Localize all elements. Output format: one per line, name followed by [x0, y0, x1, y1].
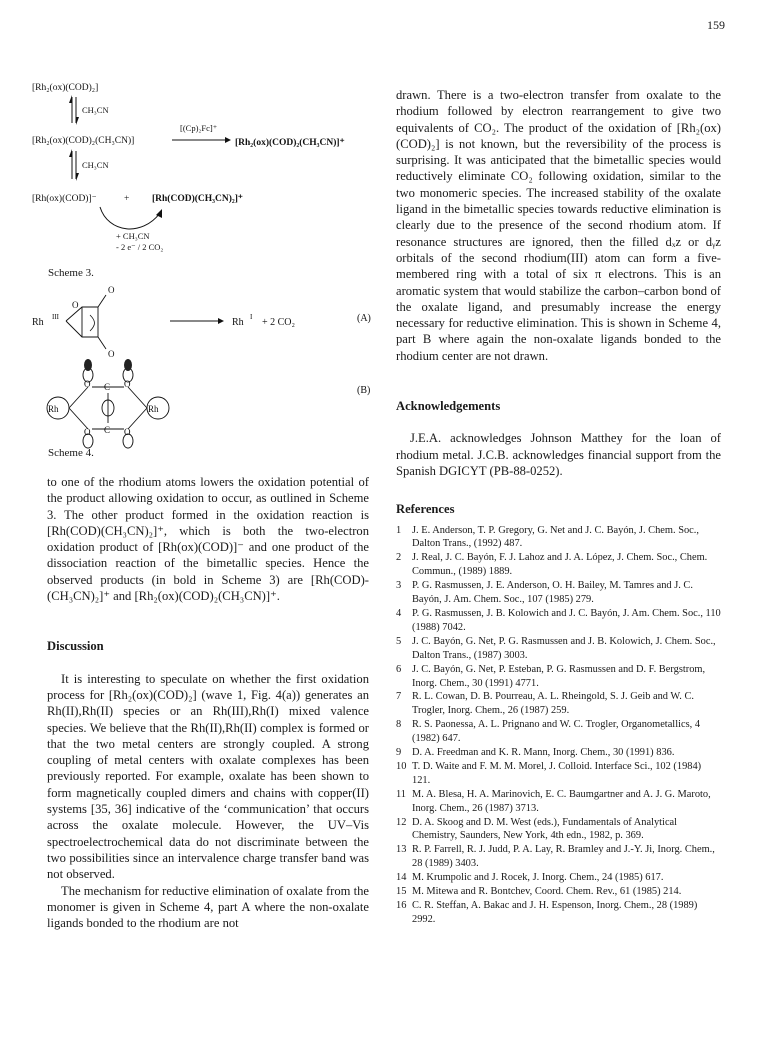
- right-paragraph-1: drawn. There is a two-electron transfer from oxalate to the rhodium followed by electron rearrangement to give two equivalents of CO₂. The product of the oxidation of [Rh₂(ox)(COD)₂] is not known, but the reversibility of the process is surprising. It was anticipated that the bimetallic species would reductively eliminate CO₂ following oxidation, similar to the two monomeric species. The increased stability of the oxalate ligand in the bimetallic species towards reductive elimination is clearly due to the presence of the second rhodium atom. If resonance structures are ignored, then the filled dₓz or dᵧz orbitals of the second rhodium(III) atom can form a five-membered ring with a total of six π electrons. This is an aromatic system that would stabilize the carbon–carbon bond of the oxalate ligand, and presumably increase the energy necessary for reductive elimination. This is shown in Scheme 4, part B where again the non-oxalate ligands bonded to the rhodium center are not drawn.: [396, 88, 721, 363]
- reference-number: 2: [396, 552, 402, 564]
- reference-text: P. G. Rasmussen, J. E. Anderson, O. H. Bailey, M. Tamres and J. C. Bayón, J. Am. Chem. Soc., 107 (1985) 279.: [412, 580, 693, 606]
- scheme4-caption: Scheme 4.: [48, 447, 94, 459]
- scheme4b-o-2: O: [124, 379, 131, 389]
- reference-text: J. E. Anderson, T. P. Gregory, G. Net and J. C. Bayón, J. Chem. Soc., Dalton Trans., (1992) 487.: [412, 524, 699, 550]
- reference-number: 6: [396, 663, 402, 675]
- scheme3-arrow-label-1: CH₃CN: [82, 105, 109, 115]
- scheme3-species-4a: [Rh(ox)(COD)]⁻: [32, 194, 97, 204]
- acknowledgements-text: J.E.A. acknowledges Johnson Matthey for the loan of rhodium metal. J.C.B. acknowledges financial support from the Spanish DGICYT (PB-88-0252).: [396, 431, 721, 478]
- reference-number: 1: [396, 524, 402, 536]
- reference-text: P. G. Rasmussen, J. B. Kolowich and J. C. Bayón, J. Am. Chem. Soc., 110 (1988) 7042.: [412, 607, 721, 633]
- scheme4b-c-bottom: C: [104, 425, 111, 435]
- acknowledgements-heading: Acknowledgements: [396, 399, 501, 414]
- reference-text: R. L. Cowan, D. B. Pourreau, A. L. Rheingold, S. J. Geib and W. C. Trogler, Inorg. Chem., 26 (1987) 259.: [412, 691, 694, 717]
- references-heading: References: [396, 502, 455, 517]
- reference-text: M. Krumpolic and J. Rocek, J. Inorg. Chem., 24 (1985) 617.: [412, 872, 664, 884]
- scheme4-label-b: (B): [357, 385, 371, 396]
- scheme4b-o-4: O: [124, 427, 131, 437]
- scheme4a-o3: O: [108, 349, 115, 359]
- scheme3-reagent-1: + CH₃CN: [116, 231, 150, 241]
- scheme4a-o1: O: [72, 300, 79, 310]
- reference-item: [396, 843, 721, 871]
- scheme3-species-1: [Rh₂(ox)(COD)₂]: [32, 83, 99, 93]
- scheme3-caption: Scheme 3.: [48, 267, 94, 279]
- reference-item: [396, 718, 721, 746]
- reference-text: J. Real, J. C. Bayón, F. J. Lahoz and J. A. López, J. Chem. Soc., Chem. Commun., (1989) 1889.: [412, 552, 708, 578]
- reference-text: M. A. Blesa, H. A. Marinovich, E. C. Baumgartner and A. J. G. Maroto, Inorg. Chem., 26 (1987) 3713.: [412, 788, 711, 814]
- reference-item: [396, 551, 721, 579]
- scheme3-species-2: [Rh₂(ox)(COD)₂(CH₃CN)]: [32, 136, 135, 146]
- reference-number: 14: [396, 872, 407, 884]
- scheme3-plus: +: [124, 194, 130, 204]
- scheme4a-o2: O: [108, 285, 115, 295]
- reference-number: 7: [396, 691, 402, 703]
- scheme3-species-3: [Rh₂(ox)(COD)₂(CH₃CN)]⁺: [235, 138, 345, 148]
- left-paragraph-1: to one of the rhodium atoms lowers the oxidation potential of the product allowing oxidation to occur, as outlined in Scheme 3. The other product formed in the oxidation reaction is [Rh(COD)(CH₃CN)₂]⁺, which is both the two-electron oxidation product of [Rh(ox)(COD)]⁻ and one product of the dissociation reaction of the bimetallic species. Hence the observed products (in bold in Scheme 3) are [Rh(COD)-(CH₃CN)₂]⁺ and [Rh₂(ox)(COD)₂(CH₃CN)]⁺.: [47, 475, 369, 604]
- scheme3-oxidant: [(Cp)₂Fc]⁺: [180, 123, 218, 133]
- scheme3-arrow-label-2: CH₃CN: [82, 160, 109, 170]
- reference-text: T. D. Waite and F. M. M. Morel, J. Colloid. Interface Sci., 102 (1984) 121.: [412, 760, 702, 786]
- reference-item: [396, 788, 721, 816]
- reference-list: [396, 524, 721, 927]
- reference-number: 8: [396, 719, 402, 731]
- reference-item: [396, 816, 721, 844]
- reference-text: C. R. Steffan, A. Bakac and J. H. Espenson, Inorg. Chem., 28 (1989) 2992.: [412, 900, 698, 925]
- reference-text: D. A. Skoog and D. M. West (eds.), Fundamentals of Analytical Chemistry, Saunders, New York, 4th edn., 1982, p. 369.: [412, 816, 678, 842]
- reference-item: [396, 871, 721, 885]
- scheme4b-rh-right: Rh: [148, 404, 159, 414]
- reference-number: 11: [396, 788, 407, 800]
- reference-number: 5: [396, 635, 402, 647]
- reference-number: 3: [396, 580, 402, 592]
- scheme4b-o-1: O: [84, 379, 91, 389]
- reference-text: J. C. Bayón, G. Net, P. G. Rasmussen and J. B. Kolowich, J. Chem. Soc., Dalton Trans., (1987) 3003.: [412, 635, 716, 661]
- scheme4b-c-top: C: [104, 382, 111, 392]
- reference-item: [396, 760, 721, 788]
- left-column: [47, 474, 369, 931]
- scheme4-label-a: (A): [357, 313, 371, 324]
- scheme4a-rh1: Rh: [232, 317, 244, 328]
- page-number: 159: [707, 18, 725, 32]
- reference-number: 16: [396, 900, 407, 911]
- scheme4a-rh3: Rh: [32, 317, 44, 328]
- reference-number: 12: [396, 816, 407, 828]
- reference-item: [396, 885, 721, 899]
- reference-item: [396, 579, 721, 607]
- reference-number: 10: [396, 760, 407, 772]
- reference-text: R. S. Paonessa, A. L. Prignano and W. C. Trogler, Organometallics, 4 (1982) 647.: [412, 719, 701, 745]
- right-column: [396, 87, 721, 927]
- scheme4a-rh3-sup: III: [52, 313, 59, 321]
- reference-item: [396, 746, 721, 760]
- discussion-paragraph-2: The mechanism for reductive elimination of oxalate from the monomer is given in Scheme 4, part A where the non-oxalate ligands bonded to the rhodium are not: [47, 883, 369, 931]
- reference-item: [396, 524, 721, 552]
- scheme4a-product: + 2 CO₂: [262, 317, 296, 328]
- scheme4b-o-3: O: [84, 427, 91, 437]
- reference-text: J. C. Bayón, G. Net, P. Esteban, P. G. Rasmussen and D. F. Bergstrom, Inorg. Chem., 30 (1991) 4771.: [412, 663, 706, 689]
- discussion-heading: Discussion: [47, 639, 104, 654]
- reference-number: 9: [396, 747, 402, 759]
- reference-number: 15: [396, 886, 407, 898]
- scheme3-reagent-2: - 2 e⁻ / 2 CO₂: [116, 242, 164, 252]
- discussion-paragraph-1: It is interesting to speculate on whether the first oxidation process for [Rh₂(ox)(COD)₂] (wave 1, Fig. 4(a)) generates an Rh(II),Rh(II) species or an Rh(III),Rh(I) mixed valence species. We believe that the Rh(II),Rh(II) complex is formed or that the two metal centers are strongly coupled. A strong coupling of metal centers with oxalate complexes has been previously reported. For example, oxalate has been shown to form magnetically coupled dimers and chains with copper(II) systems [35, 36] indicative of the ‘communication’ that occurs across the oxalate molecule. However, the UV–Vis spectroelectrochemical data do not discriminate between the two possibilities since an intervalence charge transfer band was not observed.: [47, 671, 369, 882]
- reference-item: [396, 607, 721, 635]
- reference-item: [396, 899, 721, 927]
- reference-item: [396, 690, 721, 718]
- reference-number: 4: [396, 607, 402, 619]
- scheme3-species-4b: [Rh(COD)(CH₃CN)₂]⁺: [152, 194, 243, 204]
- reference-text: M. Mitewa and R. Bontchev, Coord. Chem. Rev., 61 (1985) 214.: [412, 886, 682, 898]
- reference-text: D. A. Freedman and K. R. Mann, Inorg. Chem., 30 (1991) 836.: [412, 747, 675, 759]
- scheme4a-rh1-sup: I: [250, 313, 253, 321]
- reference-number: 13: [396, 844, 407, 856]
- reference-item: [396, 663, 721, 691]
- reference-text: R. P. Farrell, R. J. Judd, P. A. Lay, R. Bramley and J.-Y. Ji, Inorg. Chem., 28 (1989) 3403.: [412, 844, 715, 870]
- reference-item: [396, 635, 721, 663]
- scheme4b-rh-left: Rh: [48, 404, 59, 414]
